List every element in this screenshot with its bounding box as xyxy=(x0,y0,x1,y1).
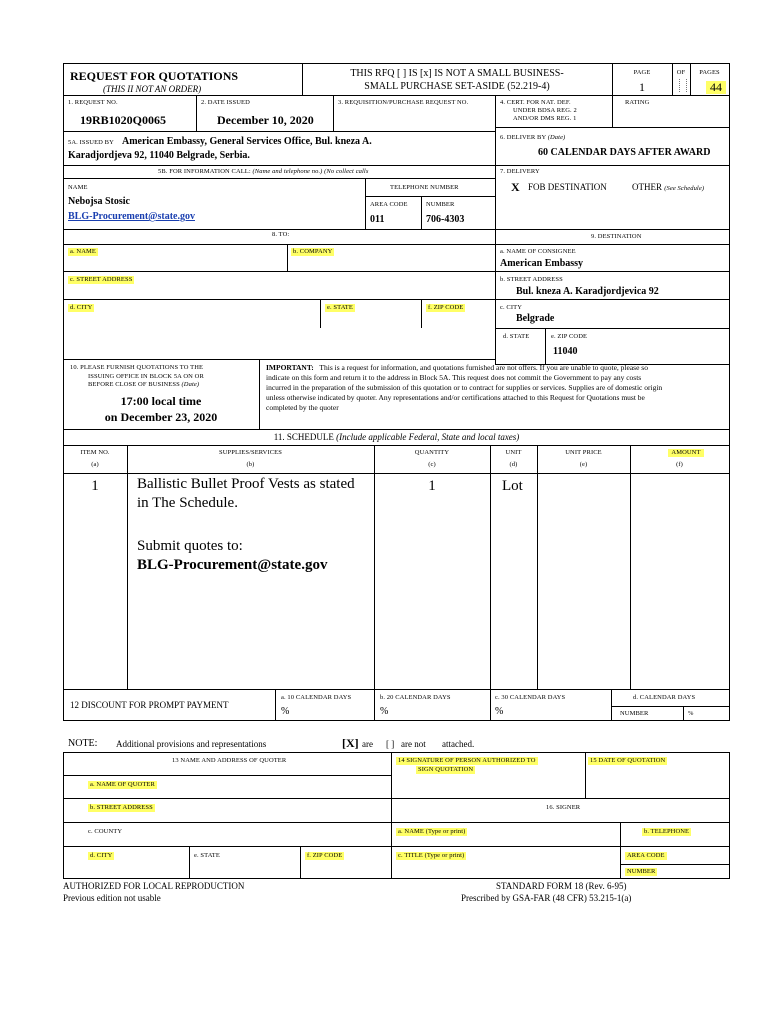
telephone-label: TELEPHONE NUMBER xyxy=(390,184,459,191)
quoter-name-field[interactable]: a. NAME OF QUOTER xyxy=(90,781,155,788)
to-name-field[interactable]: a. NAME xyxy=(70,248,96,255)
submit-quotes-label: Submit quotes to: xyxy=(137,538,243,554)
cert-label-1: 4. CERT. FOR NAT. DEF. xyxy=(500,99,571,106)
item-description-line1: Ballistic Bullet Proof Vests as stated xyxy=(137,476,355,492)
col-amount-sub: (f) xyxy=(676,461,683,468)
to-street-field[interactable]: c. STREET ADDRESS xyxy=(70,276,133,283)
date-issued-label: 2. DATE ISSUED xyxy=(201,99,250,106)
total-pages[interactable]: 44 xyxy=(706,81,726,94)
signer-telephone-field[interactable]: b. TELEPHONE xyxy=(644,828,690,835)
discount-30-days: c. 30 CALENDAR DAYS xyxy=(495,694,566,701)
col-supplies-sub: (b) xyxy=(246,461,255,468)
to-city-field[interactable]: d. CITY xyxy=(70,304,93,311)
rfq-setaside-line2: SMALL PURCHASE SET-ASIDE (52.219-4) xyxy=(364,81,550,92)
delivery-label: 7. DELIVERY xyxy=(500,168,540,175)
form-subtitle: (THIS II NOT AN ORDER) xyxy=(103,84,202,94)
discount-d-percent[interactable]: % xyxy=(688,710,694,717)
dest-state-label: d. STATE xyxy=(503,333,530,340)
info-call-label-text: 5B. FOR INFORMATION CALL: xyxy=(158,168,251,175)
col-supplies: SUPPLIES/SERVICES xyxy=(219,449,282,456)
important-line5: completed by the quoter xyxy=(266,403,339,412)
item-description-line2: in The Schedule. xyxy=(137,495,238,511)
furnish-line3-text: BEFORE CLOSE OF BUSINESS xyxy=(88,381,180,388)
dest-zip-value: 11040 xyxy=(553,346,578,357)
cert-label-2: UNDER BDSA REG. 2 xyxy=(513,107,577,114)
quoter-city-field[interactable]: d. CITY xyxy=(90,852,113,859)
col-amount: AMOUNT xyxy=(668,449,704,457)
info-call-label xyxy=(158,168,368,176)
furnish-line2: ISSUING OFFICE IN BLOCK 5A ON OR xyxy=(88,373,204,380)
page-label: PAGE xyxy=(633,69,651,76)
signature-label-line1[interactable]: 14 SIGNATURE OF PERSON AUTHORIZED TO xyxy=(398,757,536,764)
discount-number-label: NUMBER xyxy=(620,710,649,717)
item-number: 1 xyxy=(91,478,99,494)
contact-name: Nebojsa Stosic xyxy=(68,196,130,207)
important-notice xyxy=(266,363,726,412)
destination-label: 9. DESTINATION xyxy=(591,233,642,240)
to-company-field[interactable]: b. COMPANY xyxy=(293,248,333,255)
footer-form-number: STANDARD FORM 18 (Rev. 6-95) xyxy=(496,881,627,891)
of-field xyxy=(679,79,687,92)
note-are-not-label: are not xyxy=(401,739,426,749)
footer-prescribed-by: Prescribed by GSA-FAR (48 CFR) 53.215-1(a) xyxy=(461,893,632,903)
col-item-no-sub: (a) xyxy=(91,461,99,468)
furnish-line3-italic: (Date) xyxy=(181,381,200,388)
info-call-label-italic: (Name and telephone no.) (No collect calls xyxy=(252,168,369,175)
discount-calendar-days: d. CALENDAR DAYS xyxy=(633,694,696,701)
dest-street-label: b. STREET ADDRESS xyxy=(500,276,563,283)
signer-area-code-field[interactable]: AREA CODE xyxy=(627,852,665,859)
col-quantity-sub: (c) xyxy=(428,461,436,468)
discount-20-days: b. 20 CALENDAR DAYS xyxy=(380,694,451,701)
deliver-by-label-italic: (Date) xyxy=(547,134,566,141)
col-unit-price-sub: (e) xyxy=(579,461,588,468)
schedule-title-italic: (Include applicable Federal, State and local taxes) xyxy=(336,432,520,442)
request-no-label: 1. REQUEST NO. xyxy=(68,99,118,106)
of-label: OF xyxy=(676,69,686,76)
discount-10-percent[interactable]: % xyxy=(281,706,290,717)
col-unit-sub: (d) xyxy=(509,461,518,468)
submit-quotes-email[interactable]: BLG-Procurement@state.gov xyxy=(137,557,328,573)
rating-label: RATING xyxy=(625,99,650,106)
name-label: NAME xyxy=(68,184,88,191)
note-are-not-checkbox[interactable]: [ ] xyxy=(386,739,395,749)
phone-number-value: 706-4303 xyxy=(426,214,465,225)
date-of-quotation-field[interactable]: 15 DATE OF QUOTATION xyxy=(590,757,666,764)
schedule-title xyxy=(63,432,730,443)
quoter-state-label: e. STATE xyxy=(194,852,220,859)
discount-10-days: a. 10 CALENDAR DAYS xyxy=(281,694,352,701)
dest-zip-label: e. ZIP CODE xyxy=(551,333,588,340)
signer-number-field[interactable]: NUMBER xyxy=(627,868,656,875)
important-line2: indicate on this form and return it to the address in Block 5A. This request does not commit the Government to pay any costs xyxy=(266,373,642,382)
quoter-zip-field[interactable]: f. ZIP CODE xyxy=(307,852,343,859)
issued-by-label: 5A. ISSUED BY xyxy=(68,139,114,146)
footer-previous-edition: Previous edition not usable xyxy=(63,893,161,903)
furnish-line1: 10. PLEASE FURNISH QUOTATIONS TO THE xyxy=(70,364,204,371)
note-label: NOTE: xyxy=(68,738,98,749)
dest-street-value: Bul. kneza A. Karadjordjevica 92 xyxy=(516,286,659,297)
note-are-checkbox[interactable]: [X] xyxy=(342,736,359,750)
discount-label: 12 DISCOUNT FOR PROMPT PAYMENT xyxy=(70,700,229,710)
deadline-date: on December 23, 2020 xyxy=(104,410,218,424)
issued-by-line2: Karadjordjeva 92, 11040 Belgrade, Serbia. xyxy=(68,150,250,161)
footer-authorized: AUTHORIZED FOR LOCAL REPRODUCTION xyxy=(63,881,245,891)
col-item-no: ITEM NO. xyxy=(80,449,110,456)
other-label xyxy=(632,182,704,193)
to-state-field[interactable]: e. STATE xyxy=(327,304,353,311)
cert-label-3: AND/OR DMS REG. 1 xyxy=(513,115,577,122)
fob-destination-mark[interactable]: X xyxy=(511,180,520,194)
consignee-value: American Embassy xyxy=(500,258,584,269)
number-label: NUMBER xyxy=(426,201,455,208)
discount-30-percent[interactable]: % xyxy=(495,706,504,717)
item-unit: Lot xyxy=(502,478,523,494)
note-are-label: are xyxy=(362,739,373,749)
signer-label: 16. SIGNER xyxy=(546,804,581,811)
important-line3: incurred in the preparation of the submission of this quotation or to contract for supplies or services. Supplies are of domestic origin xyxy=(266,383,663,392)
area-code-label: AREA CODE xyxy=(370,201,408,208)
col-unit: UNIT xyxy=(505,449,522,456)
deadline-time: 17:00 local time xyxy=(120,394,202,408)
furnish-line3 xyxy=(88,381,199,389)
quoter-street-field[interactable]: b. STREET ADDRESS xyxy=(90,804,153,811)
to-zip-field[interactable]: f. ZIP CODE xyxy=(428,304,464,311)
item-quantity: 1 xyxy=(428,478,436,494)
rfq-setaside-line1: THIS RFQ [ ] IS [x] IS NOT A SMALL BUSINESS- xyxy=(350,68,564,79)
deliver-by-value: 60 CALENDAR DAYS AFTER AWARD xyxy=(538,147,711,158)
important-text1: This is a request for information, and quotations furnished are not offers. If you are unable to quote, please so xyxy=(319,363,648,372)
col-unit-price: UNIT PRICE xyxy=(565,449,602,456)
other-label-italic: (See Schedule) xyxy=(664,185,705,192)
quoter-section-label: 13 NAME AND ADDRESS OF QUOTER xyxy=(172,757,287,764)
to-label: 8. TO: xyxy=(272,231,290,238)
contact-email-link[interactable]: BLG-Procurement@state.gov xyxy=(68,211,195,222)
other-label-text: OTHER xyxy=(632,182,662,192)
signer-name-field[interactable]: a. NAME (Type or print) xyxy=(398,828,466,835)
signer-title-field[interactable]: c. TITLE (Type or print) xyxy=(398,852,465,859)
date-issued-value: December 10, 2020 xyxy=(217,113,314,127)
important-label: IMPORTANT: xyxy=(266,363,314,372)
important-line4: unless otherwise indicated by quoter. Any representations and/or certifications attached to this Request for Quotations must be xyxy=(266,393,645,402)
pages-label: PAGES xyxy=(699,69,720,76)
area-code-value: 011 xyxy=(370,214,385,225)
requisition-label: 3. REQUISITION/PURCHASE REQUEST NO. xyxy=(338,99,469,106)
discount-20-percent[interactable]: % xyxy=(380,706,389,717)
col-quantity: QUANTITY xyxy=(414,449,450,456)
note-attached: attached. xyxy=(442,739,475,749)
deliver-by-label xyxy=(500,134,565,142)
deliver-by-label-text: 6. DELIVER BY xyxy=(500,134,547,141)
fob-destination-label: FOB DESTINATION xyxy=(528,182,607,192)
important-line1 xyxy=(266,363,726,372)
page-number: 1 xyxy=(639,80,645,94)
consignee-label: a. NAME OF CONSIGNEE xyxy=(500,248,576,255)
dest-city-label: c. CITY xyxy=(500,304,522,311)
note-text: Additional provisions and representations xyxy=(116,739,267,749)
schedule-title-text: 11. SCHEDULE xyxy=(273,432,334,442)
request-no-value: 19RB1020Q0065 xyxy=(80,113,167,127)
signature-label-line2[interactable]: SIGN QUOTATION xyxy=(418,766,474,773)
dest-city-value: Belgrade xyxy=(516,313,555,324)
form-title: REQUEST FOR QUOTATIONS xyxy=(70,69,239,83)
issued-by-line1: American Embassy, General Services Office, Bul. kneza A. xyxy=(122,136,372,147)
quoter-county-label: c. COUNTY xyxy=(88,828,123,835)
